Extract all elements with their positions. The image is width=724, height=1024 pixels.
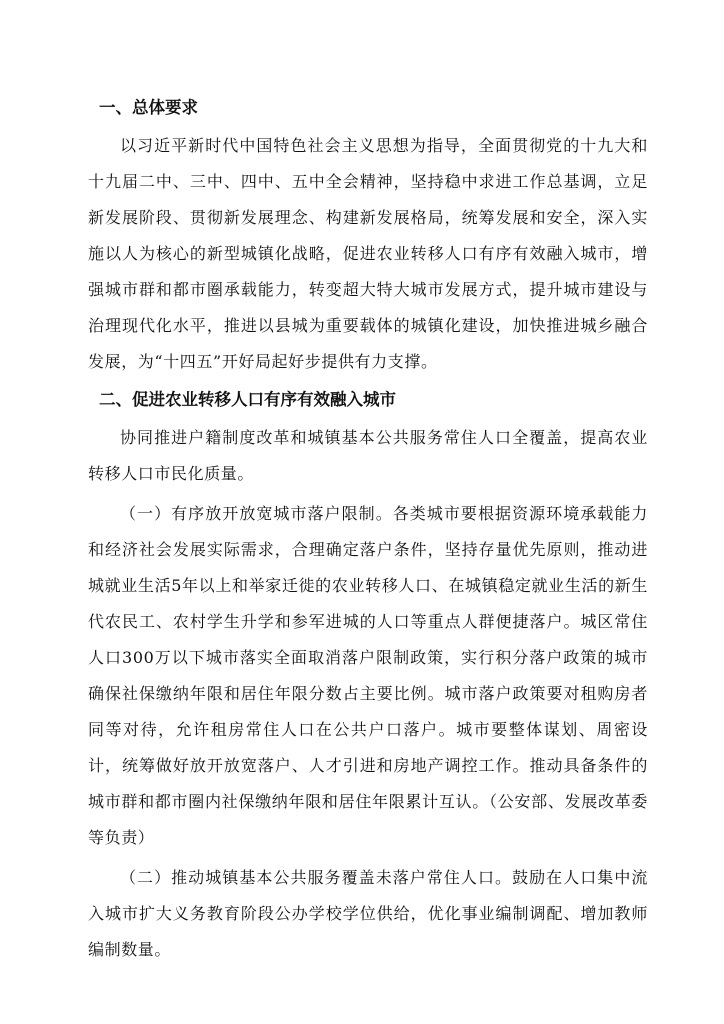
paragraph-item-1: （一）有序放开放宽城市落户限制。各类城市要根据资源环境承载能力和经济社会发展实际需求，合理确定落户条件，坚持存量优先原则，推动进城就业生活5年以上和举家迁徙的农业转移人口、在城镇稳定就业生活的新生代农民工、农村学生升学和参军进城的人口等重点人群便捷落户。城区常住人口300万以下城市落实全面取消落户限制政策，实行积分落户政策的城市确保社保缴纳年限和居住年限分数占主要比例。城市落户政策要对租购房者同等对待，允许租房常住人口在公共户口落户。城市要整体谋划、周密设计，统筹做好放开放宽落户、人才引进和房地产调控工作。推动具备条件的城市群和都市圈内社保缴纳年限和居住年限累计互认。（公安部、发展改革委等负责） xyxy=(88,504,648,847)
paragraph-item-2: （二）推动城镇基本公共服务覆盖未落户常住人口。鼓励在人口集中流入城市扩大义务教育阶段公办学校学位供给，优化事业编制调配、增加教师编制数量。 xyxy=(88,868,648,959)
paragraph-intro: 协同推进户籍制度改革和城镇基本公共服务常住人口全覆盖，提高农业转移人口市民化质量。 xyxy=(88,428,648,483)
section-heading-overall-requirements: 一、总体要求 xyxy=(99,98,198,117)
section-heading-urban-integration: 二、促进农业转移人口有序有效融入城市 xyxy=(99,390,396,409)
paragraph-overall-requirements: 以习近平新时代中国特色社会主义思想为指导，全面贯彻党的十九大和十九届二中、三中、四中、五中全会精神，坚持稳中求进工作总基调，立足新发展阶段、贯彻新发展理念、构建新发展格局，统筹发展和安全，深入实施以人为核心的新型城镇化战略，促进农业转移人口有序有效融入城市，增强城市群和都市圈承载能力，转变超大特大城市发展方式，提升城市建设与治理现代化水平，推进以县城为重要载体的城镇化建设，加快推进城乡融合发展，为“十四五”开好局起好步提供有力支撑。 xyxy=(88,136,648,371)
document-body xyxy=(88,92,648,972)
